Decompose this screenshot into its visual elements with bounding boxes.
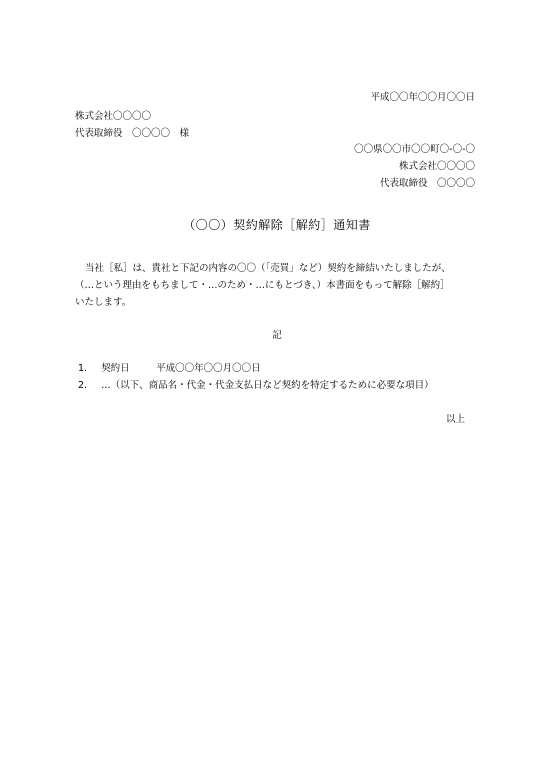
sender-representative: 代表取締役 〇〇〇〇: [379, 178, 475, 189]
list-item: [78, 379, 434, 393]
body-paragraph-line-2: （…という理由をもちまして・…のため・…にもとづき、）本書面をもって解除［解約］: [75, 280, 450, 291]
item-number: 2.: [78, 380, 88, 391]
closing-text: 以上: [445, 414, 465, 425]
item-number: 1.: [78, 363, 88, 374]
item-label: 契約日: [101, 363, 130, 374]
recipient-representative: 代表取締役 〇〇〇〇 様: [75, 128, 190, 139]
ki-heading: 記: [272, 330, 282, 341]
item-value: …（以下、商品名・代金・代金支払日など契約を特定するために必要な項目）: [101, 380, 434, 391]
item-value: 平成〇〇年〇〇月〇〇日: [156, 363, 261, 374]
body-paragraph-line-3: いたします。: [75, 297, 132, 308]
document-title: （〇〇）契約解除［解約］通知書: [183, 218, 371, 232]
sender-address: 〇〇県〇〇市〇〇町〇-〇-〇: [354, 144, 475, 155]
document-date: 平成〇〇年〇〇月〇〇日: [370, 92, 475, 103]
sender-company: 株式会社〇〇〇〇: [398, 161, 475, 172]
list-item: [78, 362, 261, 376]
recipient-company: 株式会社〇〇〇〇: [75, 111, 152, 122]
body-paragraph-line-1: 当社［私］は、貴社と下記の内容の〇〇（「売買」など）契約を締結いたしましたが、: [85, 263, 451, 274]
